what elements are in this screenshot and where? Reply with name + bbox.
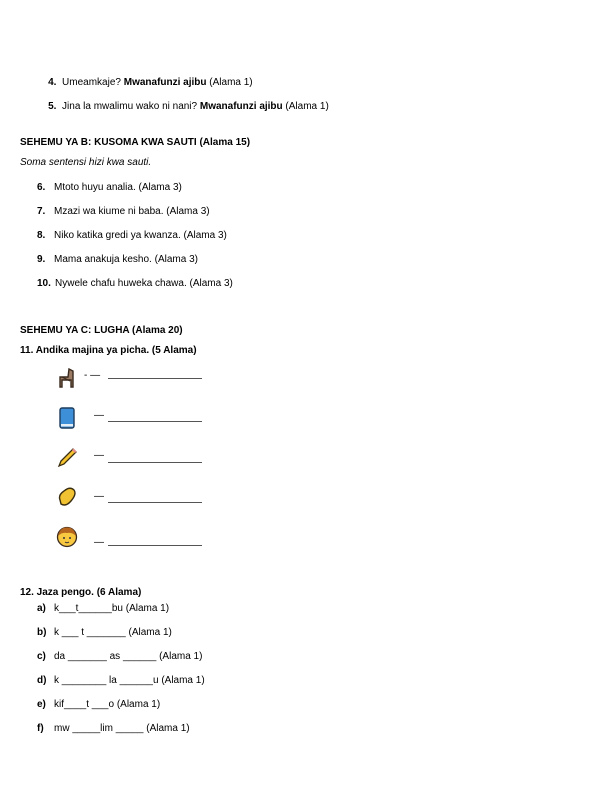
question-4: 4. Umeamkaje? Mwanafunzi ajibu (Alama 1) <box>48 77 253 88</box>
sentence-item: Nywele chafu huweka chawa. (Alama 3) <box>55 278 233 289</box>
fill-item[interactable]: kif____t ___o (Alama 1) <box>54 699 161 710</box>
sponge-icon <box>56 486 78 508</box>
question-11: 11. Andika majina ya picha. (5 Alama) <box>20 345 197 356</box>
sentence-item: Mtoto huyu analia. (Alama 3) <box>54 182 182 193</box>
fill-item[interactable]: k___t______bu (Alama 1) <box>54 603 170 614</box>
sentence-item: Niko katika gredi ya kwanza. (Alama 3) <box>54 230 227 241</box>
answer-line[interactable] <box>108 378 202 379</box>
answer-line[interactable] <box>108 421 202 422</box>
sentence-item: Mama anakuja kesho. (Alama 3) <box>54 254 198 265</box>
fill-item[interactable]: k ___ t _______ (Alama 1) <box>54 627 172 638</box>
section-b-heading: SEHEMU YA B: KUSOMA KWA SAUTI (Alama 15) <box>20 137 251 148</box>
answer-line[interactable] <box>108 502 202 503</box>
chair-icon <box>56 367 78 389</box>
pencil-icon <box>56 446 78 468</box>
book-icon <box>56 407 78 429</box>
fill-item[interactable]: k ________ la ______u (Alama 1) <box>54 675 205 686</box>
fill-item[interactable]: da _______ as ______ (Alama 1) <box>54 651 203 662</box>
boy-face-icon <box>56 526 78 548</box>
section-b-instruction: Soma sentensi hizi kwa sauti. <box>20 157 152 168</box>
section-c-heading: SEHEMU YA C: LUGHA (Alama 20) <box>20 325 183 336</box>
fill-item[interactable]: mw _____lim _____ (Alama 1) <box>54 723 190 734</box>
answer-line[interactable] <box>108 545 202 546</box>
question-12: 12. Jaza pengo. (6 Alama) <box>20 587 142 598</box>
answer-line[interactable] <box>108 462 202 463</box>
sentence-item: Mzazi wa kiume ni baba. (Alama 3) <box>54 206 210 217</box>
worksheet-page: 4. Umeamkaje? Mwanafunzi ajibu (Alama 1) 5. Jina la mwalimu wako ni nani? Mwanafunzi ajibu (Alama 1) SEHEMU YA B: KUSOMA KWA SAUTI (Alama 15) Soma sentensi hizi kwa sauti. 6. Mtoto huyu analia. (Alama 3) 7. Mzazi wa kiume ni baba. (Alama 3) 8. Niko katika gredi ya kwanza. (Alama 3) 9. Mama anakuja kesho. (Alama 3) 10. Nywele chafu huweka chawa. (Alama 3) SEHEMU YA C: LUGHA (Alama 20) 11. Andika majina ya picha. (5 Alama) - — — — — — 12. Jaza pengo. (6 Alama) a) k___t______bu (Alama 1) b) k ___ t _______ (Alama 1) c) da _______ as ______ (Alama 1) d) k ________ la ______u (Alama 1) e) kif____t ___o (Alama 1) f) mw _____lim _____ (Alama 1) <box>0 0 612 792</box>
question-5: 5. Jina la mwalimu wako ni nani? Mwanafunzi ajibu (Alama 1) <box>48 101 329 112</box>
